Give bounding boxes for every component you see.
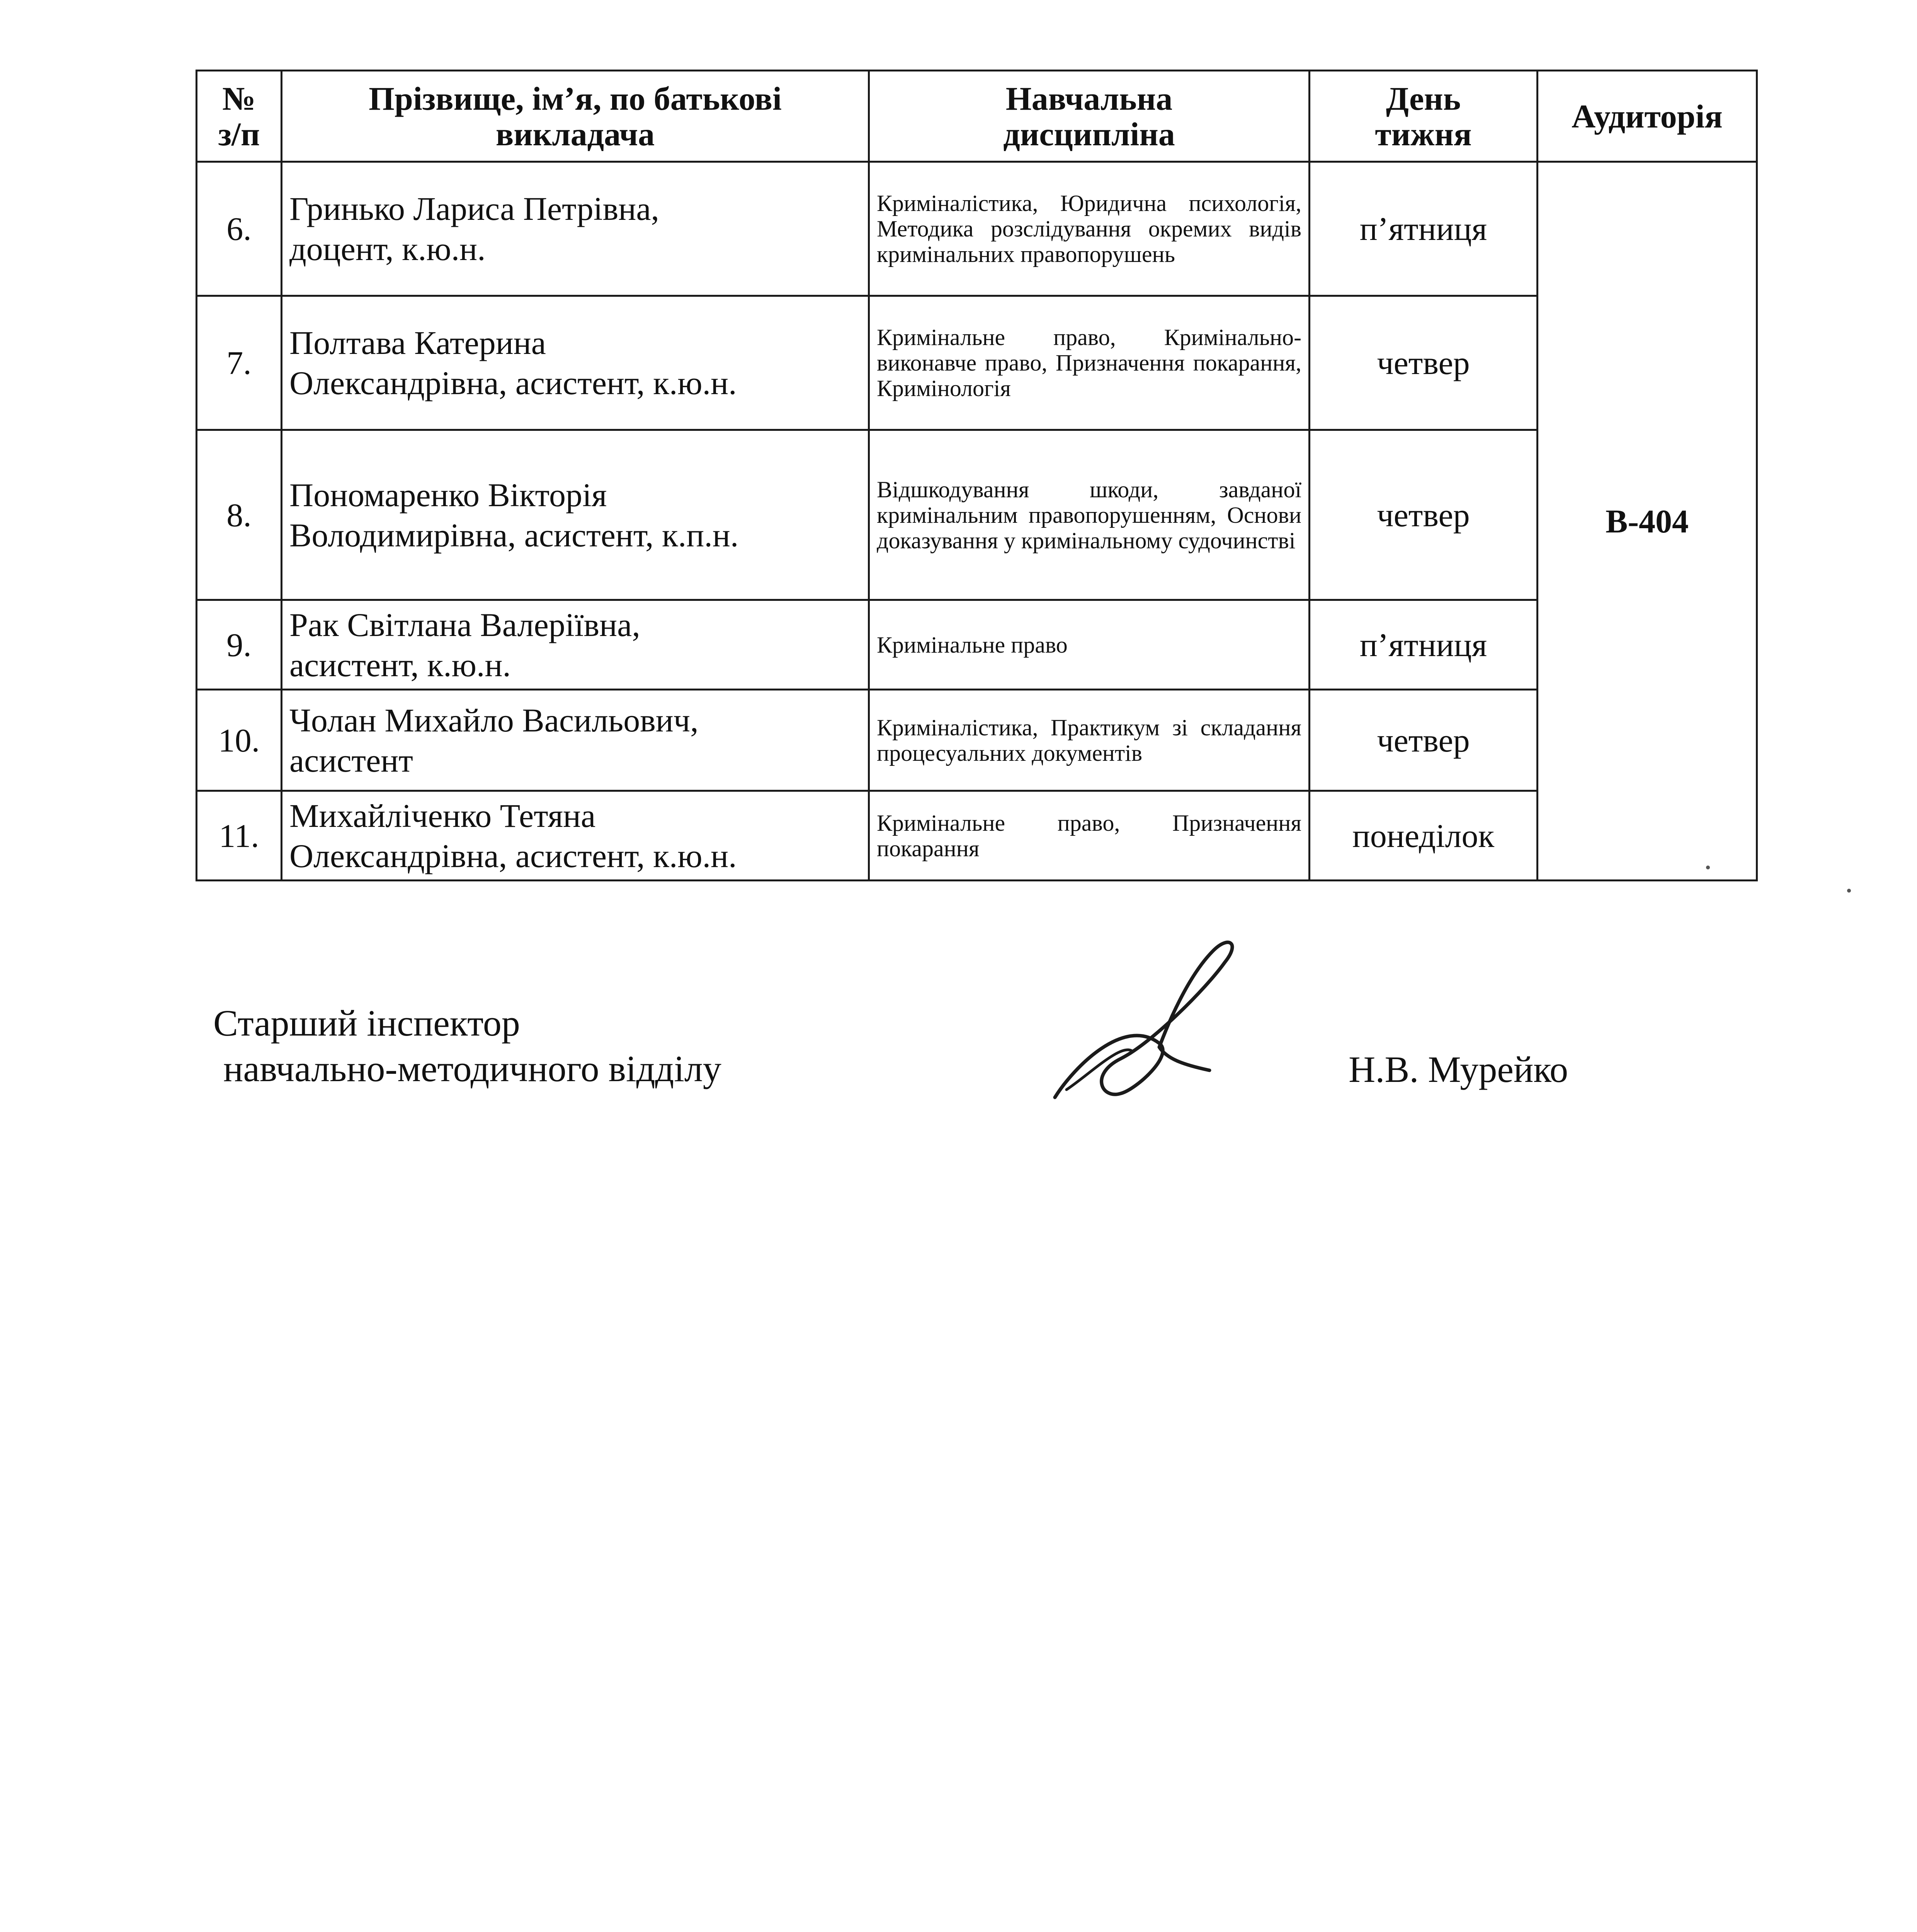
scan-speck (1847, 889, 1851, 893)
weekday-cell: понеділок (1310, 791, 1538, 881)
discipline-cell: Кримінальне право, Призначення покарання (869, 791, 1310, 881)
weekday-cell: п’ятниця (1310, 162, 1538, 296)
weekday-cell: четвер (1310, 690, 1538, 791)
weekday-cell: четвер (1310, 296, 1538, 430)
teacher-name: Пономаренко Вікторія Володимирівна, асистент, к.п.н. (282, 430, 869, 600)
header-day: День тижня (1310, 71, 1538, 162)
teacher-name: Чолан Михайло Васильович, асистент (282, 690, 869, 791)
row-number: 10. (197, 690, 282, 791)
discipline-cell: Криміналістика, Практикум зі складання процесуальних документів (869, 690, 1310, 791)
row-number: 8. (197, 430, 282, 600)
discipline-cell: Кримінальне право (869, 600, 1310, 690)
header-teacher: Прізвище, ім’я, по батькові викладача (282, 71, 869, 162)
handwritten-signature (1043, 927, 1283, 1113)
signatory-title-line1: Старший інспектор (213, 1002, 520, 1044)
header-discipline: Навчальна дисципліна (869, 71, 1310, 162)
discipline-cell: Криміналістика, Юридична психологія, Методика розслідування окремих видів кримінальних правопорушень (869, 162, 1310, 296)
scan-speck (1706, 866, 1710, 869)
teacher-name: Полтава Катерина Олександрівна, асистент, к.ю.н. (282, 296, 869, 430)
row-number: 11. (197, 791, 282, 881)
teacher-name: Михайліченко Тетяна Олександрівна, асистент, к.ю.н. (282, 791, 869, 881)
row-number: 9. (197, 600, 282, 690)
row-number: 7. (197, 296, 282, 430)
discipline-cell: Кримінальне право, Кримінально-виконавче право, Призначення покарання, Кримінологія (869, 296, 1310, 430)
row-number: 6. (197, 162, 282, 296)
room-cell: В-404 (1538, 162, 1757, 881)
teacher-name: Гринько Лариса Петрівна, доцент, к.ю.н. (282, 162, 869, 296)
weekday-cell: п’ятниця (1310, 600, 1538, 690)
weekday-cell: четвер (1310, 430, 1538, 600)
signatory-name: Н.В. Мурейко (1349, 1049, 1568, 1090)
teacher-name: Рак Світлана Валеріївна, асистент, к.ю.н. (282, 600, 869, 690)
header-num: № з/п (197, 71, 282, 162)
discipline-cell: Відшкодування шкоди, завданої кримінальним правопорушенням, Основи доказування у кримінальному судочинстві (869, 430, 1310, 600)
header-room: Аудиторія (1538, 71, 1757, 162)
signatory-title-line2: навчально-методичного відділу (223, 1048, 721, 1089)
